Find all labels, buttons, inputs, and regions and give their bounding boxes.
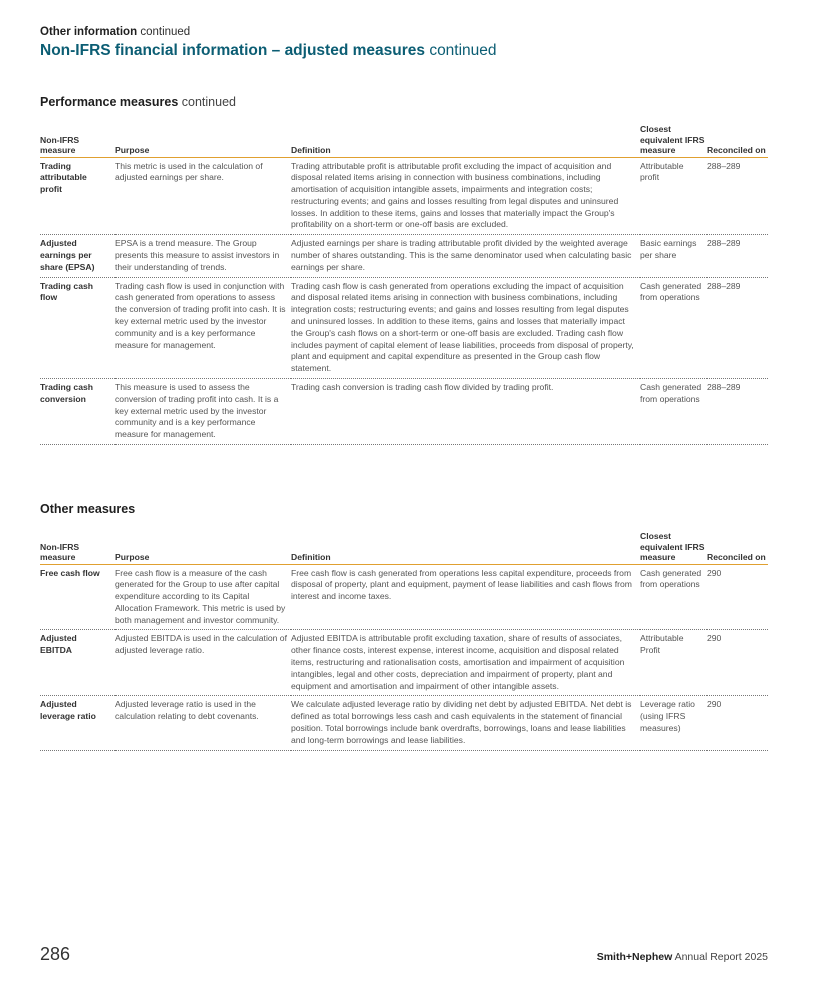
measure-purpose: EPSA is a trend measure. The Group presents this measure to assist investors in their understanding of trends.	[115, 235, 291, 277]
section-label	[40, 26, 768, 38]
column-header-reconciled: Reconciled on	[707, 516, 768, 564]
measure-purpose: This measure is used to assess the conversion of trading profit into cash. It is a key external metric used by the investor community and is a key performance measure for management.	[115, 379, 291, 445]
measure-purpose: Trading cash flow is used in conjunction with cash generated from operations to assess the conversion of trading profit into cash. It is key external metric used by the investor community and is a key performance measure for management.	[115, 277, 291, 378]
column-header-definition: Definition	[291, 109, 640, 157]
brand-name: Smith+Nephew	[596, 951, 673, 963]
table-row	[40, 157, 768, 235]
page-title-text: Non-IFRS financial information – adjusted measures	[40, 42, 425, 59]
measure-reconciled: 288–289	[707, 277, 768, 378]
page-content	[40, 26, 768, 745]
page-title	[40, 42, 768, 60]
measure-purpose: Adjusted EBITDA is used in the calculation of adjusted leverage ratio.	[115, 630, 291, 696]
measure-name: Trading attributable profit	[40, 157, 115, 235]
measure-reconciled: 288–289	[707, 157, 768, 235]
measure-name: Trading cash conversion	[40, 379, 115, 445]
measure-name: Adjusted EBITDA	[40, 630, 115, 696]
column-header-measure: Non-IFRS measure	[40, 516, 115, 564]
table-row	[40, 235, 768, 277]
measure-definition: Adjusted earnings per share is trading attributable profit divided by the weighted average number of shares outstanding. This is the same denominator used when calculating basic earnings per share.	[291, 235, 640, 277]
measure-definition: Adjusted EBITDA is attributable profit excluding taxation, share of results of associates, other finance costs, interest expense, interest income, acquisition and disposal related items, restructuring and rationalisation costs, amortisation and impairment of acquisition intangibles, legal and other costs, depreciation and impairment of property, plant and equipment and amortisation and impairment of other intangible assets.	[291, 630, 640, 696]
measure-ifrs: Cash generated from operations	[640, 379, 707, 445]
measure-definition: Trading cash flow is cash generated from operations excluding the impact of acquisition and disposal related items arising in connection with business combinations, including integration costs; restructuring events; and gains and losses resulting from legal disputes and uninsured losses. In addition to these items, gains and losses that materially impact the Group's cash flows on a short-term or one-off basis are excluded. Trading cash flow includes payment of capital element of lease liabilities, proceeds from disposal of property, plant and equipment and capital expenditure as presented in the Group cash flow statement.	[291, 277, 640, 378]
column-header-purpose: Purpose	[115, 109, 291, 157]
column-header-definition: Definition	[291, 516, 640, 564]
other-table-title: Other measures	[40, 502, 136, 516]
table-row	[40, 696, 768, 750]
performance-table-title: Performance measures continued	[40, 95, 236, 109]
table-row	[40, 564, 768, 630]
measure-definition: Trading cash conversion is trading cash flow divided by trading profit.	[291, 379, 640, 445]
measure-reconciled: 290	[707, 564, 768, 630]
column-header-ifrs: Closest equivalent IFRS measure	[640, 516, 707, 564]
measure-ifrs: Cash generated from operations	[640, 564, 707, 630]
page-number: 286	[40, 944, 71, 964]
measure-purpose: This metric is used in the calculation of adjusted earnings per share.	[115, 157, 291, 235]
other-table	[40, 516, 768, 751]
measure-ifrs: Leverage ratio (using IFRS measures)	[640, 696, 707, 750]
measure-definition: Free cash flow is cash generated from operations less capital expenditure, proceeds from disposal of property, plant and equipment, payment of lease liabilities and cash flows from interest and income taxes.	[291, 564, 640, 630]
measure-definition: Trading attributable profit is attributable profit excluding the impact of acquisition and disposal related items arising in connection with business combinations, including amortisation of acquisition intangible assets, impairments and integration costs; restructuring events; and gains and losses resulting from legal disputes and uninsured losses. In addition to these items, gains and losses that materially impact the Group's profitability on a short-term or one-off basis are excluded.	[291, 157, 640, 235]
column-header-purpose: Purpose	[115, 516, 291, 564]
performance-table	[40, 109, 768, 445]
column-header-reconciled: Reconciled on	[707, 109, 768, 157]
measure-reconciled: 290	[707, 696, 768, 750]
report-name: Annual Report 2025	[674, 951, 768, 963]
measure-purpose: Free cash flow is a measure of the cash generated for the Group to use after capital expenditure according to its Capital Allocation Framework. This metric is used by both management and investor community.	[115, 564, 291, 630]
measure-reconciled: 290	[707, 630, 768, 696]
page-title-suffix: continued	[429, 42, 497, 59]
measure-ifrs: Attributable Profit	[640, 630, 707, 696]
footer-brand	[597, 951, 768, 963]
table-row	[40, 379, 768, 445]
measure-name: Adjusted leverage ratio	[40, 696, 115, 750]
measure-ifrs: Basic earnings per share	[640, 235, 707, 277]
table-row	[40, 277, 768, 378]
measure-reconciled: 288–289	[707, 379, 768, 445]
table-row	[40, 630, 768, 696]
measure-reconciled: 288–289	[707, 235, 768, 277]
measure-purpose: Adjusted leverage ratio is used in the calculation relating to debt covenants.	[115, 696, 291, 750]
column-header-measure: Non-IFRS measure	[40, 109, 115, 157]
performance-measures-section	[40, 95, 768, 445]
measure-name: Trading cash flow	[40, 277, 115, 378]
column-header-ifrs: Closest equivalent IFRS measure	[640, 109, 707, 157]
measure-ifrs: Cash generated from operations	[640, 277, 707, 378]
measure-definition: We calculate adjusted leverage ratio by dividing net debt by adjusted EBITDA. Net debt is defined as total borrowings less cash and cash equivalents in the statement of financial position. Total borrowings include bank overdrafts, borrowings, loans and lease liabilities and long-term borrowings and lease liabilities.	[291, 696, 640, 750]
measure-name: Free cash flow	[40, 564, 115, 630]
measure-ifrs: Attributable profit	[640, 157, 707, 235]
section-suffix: continued	[140, 26, 191, 38]
section-name: Other information	[40, 26, 138, 38]
measure-name: Adjusted earnings per share (EPSA)	[40, 235, 115, 277]
other-measures-section	[40, 502, 768, 751]
